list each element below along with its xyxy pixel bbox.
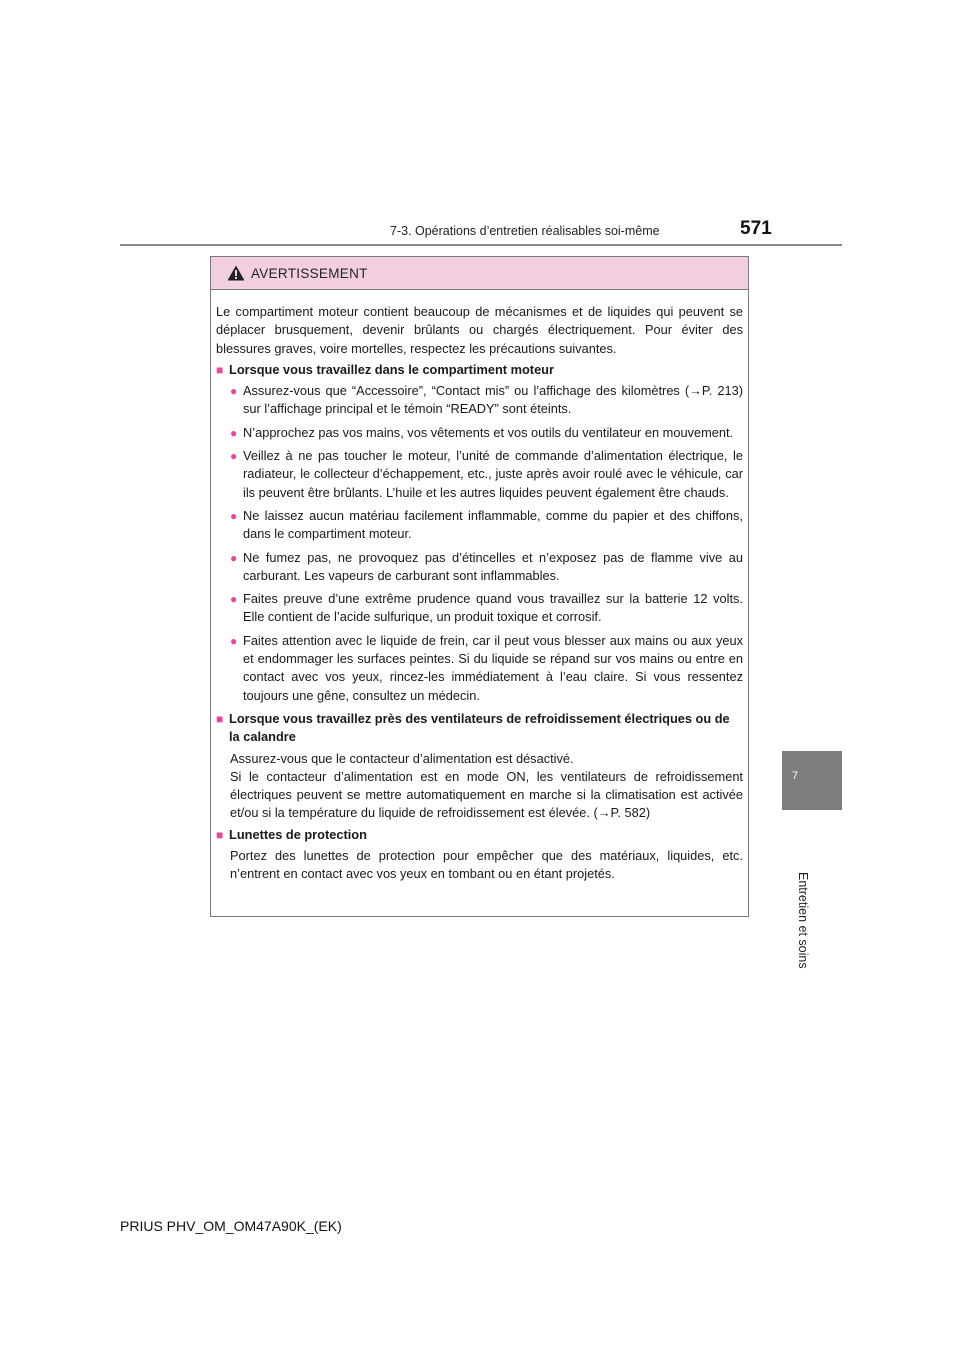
circle-bullet-icon: ● <box>230 592 238 607</box>
warning-box <box>210 256 749 917</box>
section-heading <box>216 826 743 844</box>
section-paragraph <box>230 847 743 884</box>
warning-body <box>211 290 748 884</box>
square-bullet-icon: ■ <box>216 711 224 726</box>
circle-bullet-icon: ● <box>230 550 238 565</box>
section-title: Lorsque vous travaillez dans le compartiment moteur <box>229 361 554 377</box>
bullet-item <box>230 447 743 502</box>
circle-bullet-icon: ● <box>230 425 238 440</box>
section-title: Lorsque vous travaillez près des ventilateurs de refroidissement électriques ou de la calandre <box>229 710 730 745</box>
header-section-title: 7-3. Opérations d’entretien réalisables soi-même <box>390 224 660 238</box>
bullet-text: Faites attention avec le liquide de frein, car il peut vous blesser aux mains ou aux yeux et endommager les surfaces peintes. Si du liquide se répand sur vos mains ou entre en contact avec vos yeux, rincez-les immédiatement à l’eau claire. Si vous ressentez toujours une gêne, consultez un médecin. <box>243 632 743 703</box>
section-title: Lunettes de protection <box>229 826 367 842</box>
warning-title: AVERTISSEMENT <box>251 265 368 281</box>
bullet-text: Faites preuve d’une extrême prudence quand vous travaillez sur la batterie 12 volts. Elle contient de l’acide sulfurique, un produit toxique et corrosif. <box>243 591 743 625</box>
bullet-text: Ne laissez aucun matériau facilement inflammable, comme du papier et des chiffons, dans le compartiment moteur. <box>243 507 743 542</box>
section-heading <box>216 361 743 379</box>
warning-triangle-icon <box>227 265 245 281</box>
section-paragraph <box>230 750 743 823</box>
page-number: 571 <box>740 218 772 239</box>
footer-document-code: PRIUS PHV_OM_OM47A90K_(EK) <box>120 1218 342 1234</box>
bullet-item <box>230 382 743 419</box>
bullet-item <box>230 549 743 586</box>
bullet-text: N’approchez pas vos mains, vos vêtements et vos outils du ventilateur en mouvement. <box>243 424 734 440</box>
section-heading <box>216 710 743 747</box>
header-rule <box>120 244 842 246</box>
bullet-text: Ne fumez pas, ne provoquez pas d’étincelles et n’exposez pas de flamme vive au carburant. Les vapeurs de carburant sont inflammables. <box>243 549 743 583</box>
bullet-item <box>230 632 743 705</box>
warning-intro: Le compartiment moteur contient beaucoup de mécanismes et de liquides qui peuvent se déplacer brusquement, devenir brûlants ou chargés électriquement. Pour éviter des blessures graves, voire mortelles, respectez les précautions suivantes. <box>216 304 743 356</box>
square-bullet-icon: ■ <box>216 827 224 842</box>
paragraph-line: Si le contacteur d’alimentation est en mode ON, les ventilateurs de refroidissement électriques peuvent se mettre automatiquement en marche si la climatisation est activée et/ou si la température du liquide de refroidissement est élevée. (→P. 582) <box>230 768 743 821</box>
circle-bullet-icon: ● <box>230 449 238 464</box>
chapter-tab <box>782 751 842 810</box>
paragraph-line: Assurez-vous que le contacteur d’alimentation est désactivé. <box>230 750 574 766</box>
bullet-text: Veillez à ne pas toucher le moteur, l’unité de commande d’alimentation électrique, le radiateur, le collecteur d’échappement, etc., juste après avoir roulé avec le véhicule, car ils peuvent être brûlants. L’huile et les autres liquides peuvent également être chauds. <box>243 448 743 500</box>
square-bullet-icon: ■ <box>216 362 224 377</box>
chapter-number: 7 <box>792 770 799 782</box>
bullet-item <box>230 507 743 544</box>
bullet-text: Assurez-vous que “Accessoire”, “Contact mis” ou l’affichage des kilomètres (→P. 213) sur l’affichage principal et le témoin “READY” sont éteints. <box>243 383 743 417</box>
circle-bullet-icon: ● <box>230 384 238 399</box>
circle-bullet-icon: ● <box>230 633 238 648</box>
paragraph-line: Portez des lunettes de protection pour empêcher que des matériaux, liquides, etc. n’entrent en contact avec vos yeux en tombant ou en étant projetés. <box>230 848 743 882</box>
bullet-item <box>230 424 743 442</box>
warning-header <box>211 257 748 290</box>
chapter-title-vertical: Entretien et soins <box>796 872 810 969</box>
circle-bullet-icon: ● <box>230 508 238 523</box>
bullet-item <box>230 590 743 627</box>
